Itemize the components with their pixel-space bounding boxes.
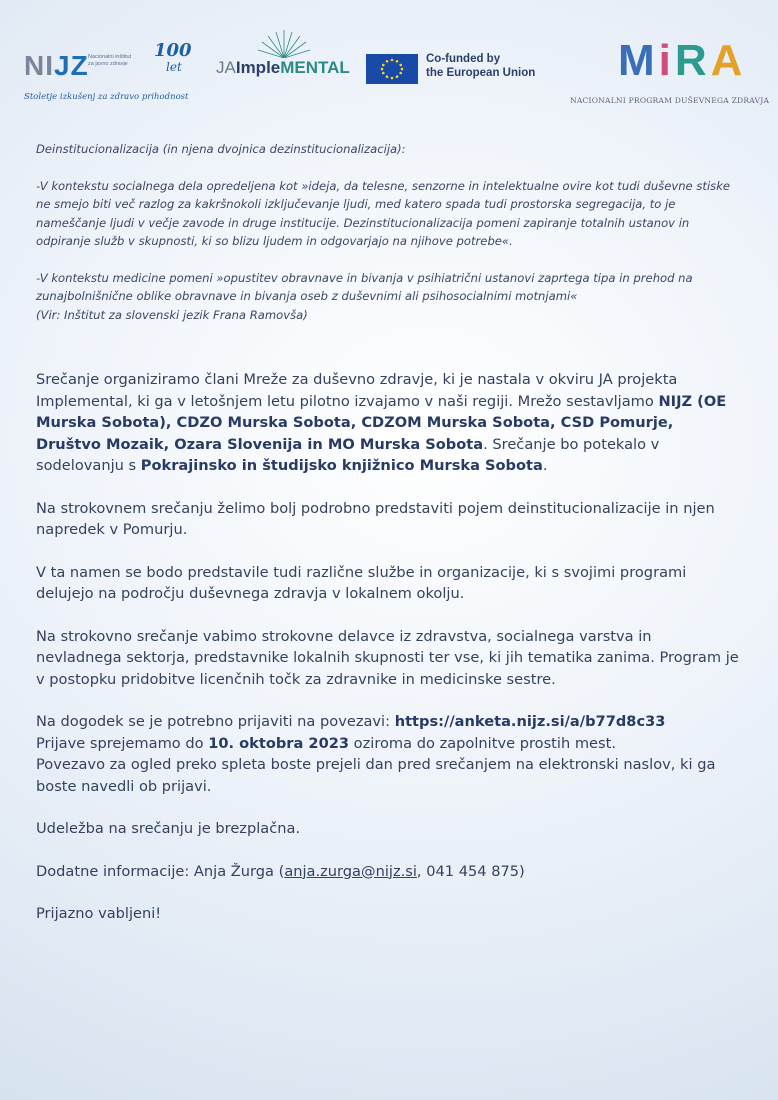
mira-wordmark xyxy=(618,36,746,86)
ja-implemental-logo xyxy=(216,28,350,88)
nijz-subtitle-line1: Nacionalni inštitut xyxy=(88,54,132,60)
definition-heading: Deinstitucionalizacija (in njena dvojnica dezinstitucionalizacija): xyxy=(36,142,406,156)
paragraph-organizers xyxy=(36,369,740,477)
contact-intro: Dodatne informacije: Anja Žurga ( xyxy=(36,862,285,880)
nijz-wordmark xyxy=(24,50,89,82)
nijz-100-badge: 100 xyxy=(154,40,192,61)
document-body xyxy=(36,140,740,946)
invitation-text xyxy=(36,369,740,925)
online-access-note: Povezavo za ogled preko spleta boste prejeli dan pred srečanjem na elektronski naslov, ki ga boste navedli ob prijavi. xyxy=(36,756,716,795)
organizers-intro: Srečanje organiziramo člani Mreže za duševno zdravje, ki je nastala v okviru JA projekta Implemental, ki ga v letošnjem letu pilotno izvajamo v naši regiji. Mrežo sestavljamo xyxy=(36,371,678,410)
organizers-end: . xyxy=(542,457,548,474)
definition-medicine xyxy=(36,269,740,325)
definition-medicine-text: -V kontekstu medicine pomeni »opustitev obravnave in bivanja v psihiatrični ustanovi zaprtega tipa in prehod na zunajbolnišnične oblike obravnave in bivanja oseb z duševnimi ali psihosocialnimi motnjami« xyxy=(36,270,693,303)
nijz-letters-jz: JZ xyxy=(54,50,89,81)
nijz-logo xyxy=(24,40,194,110)
definition-social: -V kontekstu socialnega dela opredeljena kot »ideja, da telesne, senzorne in intelektualne ovire kot tudi duševne stiske ne smejo biti več razlog za kakršnokoli izključevanje ljudi, med katero spada tudi prostorska segregacija, to je nameščanje ljudi v večje zavode in druge institucije. Dezinstitucionalizacija pomeni zapiranje totalnih ustanov in odpiranje služb v skupnosti, ki so blizu ljudem in odgovarjajo na njihove potrebe«. xyxy=(36,178,731,248)
ja-implemental-wordmark xyxy=(216,58,350,78)
mira-letter-a: A xyxy=(710,36,747,85)
paragraph-services: V ta namen se bodo predstavile tudi različne službe in organizacije, ki s svojimi programi delujejo na področju duševnega zdravja v lokalnem okolju. xyxy=(36,563,687,602)
contact-phone: , 041 454 875) xyxy=(416,862,525,880)
registration-deadline: 10. oktobra 2023 xyxy=(208,734,350,752)
closing-line: Prijazno vabljeni! xyxy=(36,905,162,922)
library-name: Pokrajinsko in študijsko knjižnico Murska Sobota xyxy=(140,457,543,474)
definition-source: (Vir: Inštitut za slovenski jezik Frana Ramovša) xyxy=(36,307,308,322)
nijz-subtitle-line2: za javno zdravje xyxy=(88,61,128,67)
contact-email-link[interactable]: anja.zurga@nijz.si xyxy=(284,862,417,880)
organizers-list: NIJZ (OE Murska Sobota), CDZO Murska Sobota, CDZOM Murska Sobota, CSD Pomurje, Društvo Mozaik, Ozara Slovenija in MO Murska Sobota xyxy=(36,392,727,453)
registration-intro: Na dogodek se je potrebno prijaviti na povezavi: xyxy=(36,713,395,730)
nijz-subtitle xyxy=(88,54,144,68)
mira-letter-i: i xyxy=(658,36,675,85)
paragraph-registration xyxy=(36,711,740,797)
registration-deadline-intro: Prijave sprejemamo do xyxy=(36,734,209,752)
definition-block xyxy=(36,140,740,324)
eu-line2: the European Union xyxy=(426,67,536,79)
eu-cofunded-logo xyxy=(366,48,546,84)
registration-deadline-end: oziroma do zapolnitve prostih mest. xyxy=(349,734,616,752)
nijz-let-badge: let xyxy=(166,60,182,74)
paragraph-audience: Na strokovno srečanje vabimo strokovne delavce iz zdravstva, socialnega varstva in nevladnega sektorja, predstavnike lokalnih skupnosti ter vse, ki jih tematika zanima. Program je v postopku pridobitve licenčnih točk za zdravnike in medicinske sestre. xyxy=(36,627,739,688)
mira-logo xyxy=(568,32,768,112)
paragraph-goal: Na strokovnem srečanju želimo bolj podrobno predstaviti pojem deinstitucionalizacije in njen napredek v Pomurju. xyxy=(36,499,715,538)
eu-cofunded-text xyxy=(426,52,535,80)
paragraph-free: Udeležba na srečanju je brezplačna. xyxy=(36,820,301,837)
sunburst-icon xyxy=(254,28,314,58)
mira-subtitle: NACIONALNI PROGRAM DUŠEVNEGA ZDRAVJA xyxy=(570,96,770,105)
nijz-letters-ni: NI xyxy=(24,50,54,81)
paragraph-contact xyxy=(36,861,740,883)
organizers-cooperation: . Srečanje bo potekalo v sodelovanju s xyxy=(36,435,660,474)
eu-flag-icon xyxy=(366,54,418,84)
ja-imple: Imple xyxy=(235,58,281,77)
mira-letter-m: M xyxy=(618,36,659,85)
ja-mental: MENTAL xyxy=(280,58,350,77)
mira-letter-r: R xyxy=(674,36,711,85)
ja-prefix: JA xyxy=(216,58,236,77)
nijz-tagline: Stoletje izkušenj za zdravo prihodnost xyxy=(24,92,189,102)
registration-link[interactable]: https://anketa.nijz.si/a/b77d8c33 xyxy=(394,713,666,730)
eu-line1: Co-funded by xyxy=(426,53,501,65)
logo-header xyxy=(0,28,778,118)
